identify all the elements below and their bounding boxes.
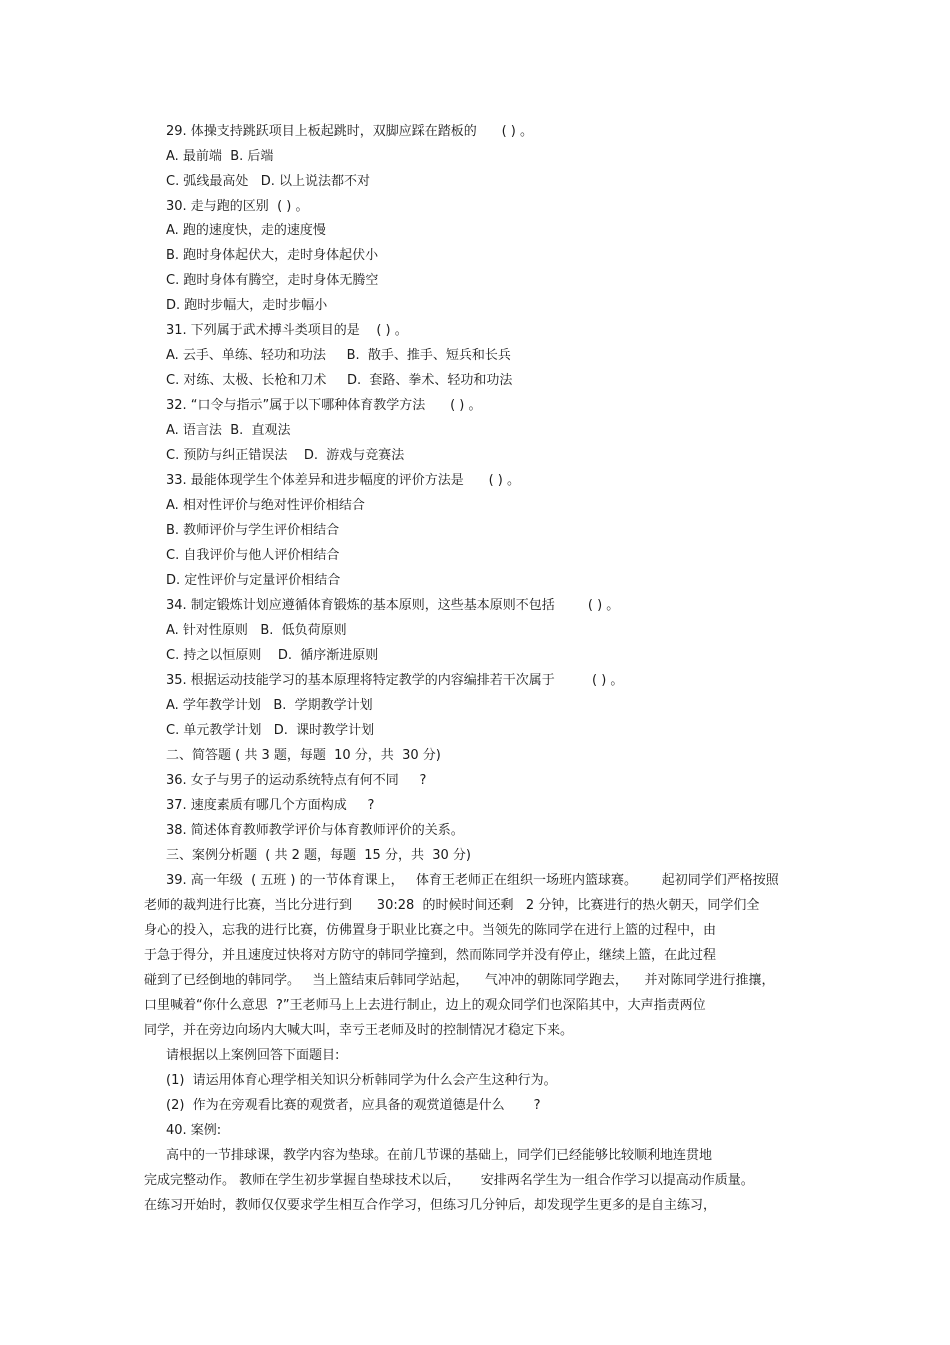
text-line: A. 跑的速度快，走的速度慢 bbox=[166, 223, 326, 238]
text-line: 40. 案例: bbox=[166, 1123, 222, 1138]
text-line: 三、案例分析题 ( 共 2 题，每题 15 分，共 30 分) bbox=[166, 848, 471, 863]
text-line: 于急于得分，并且速度过快将对方防守的韩同学撞到，然而陈同学并没有停止，继续上篮，在此过程 bbox=[144, 948, 717, 963]
text-line: 34. 制定锻炼计划应遵循体育锻炼的基本原则，这些基本原则不包括 ( ) 。 bbox=[166, 598, 620, 613]
text-line: 33. 最能体现学生个体差异和进步幅度的评价方法是 ( ) 。 bbox=[166, 473, 521, 488]
text-line: C. 自我评价与他人评价相结合 bbox=[166, 548, 340, 563]
text-line: 32. “口令与指示”属于以下哪种体育教学方法 ( ) 。 bbox=[166, 398, 482, 413]
text-line: 老师的裁判进行比赛，当比分进行到 30:28 的时候时间还剩 2 分钟，比赛进行的热火朝天，同学们全 bbox=[144, 898, 760, 913]
text-line: 同学，并在旁边向场内大喊大叫，幸亏王老师及时的控制情况才稳定下来。 bbox=[144, 1023, 574, 1038]
text-line: A. 云手、单练、轻功和功法 B. 散手、推手、短兵和长兵 bbox=[166, 348, 511, 363]
text-line: C. 弧线最高处 D. 以上说法都不对 bbox=[166, 174, 371, 189]
text-line: 31. 下列属于武术搏斗类项目的是 ( ) 。 bbox=[166, 323, 408, 338]
text-line: D. 定性评价与定量评价相结合 bbox=[166, 573, 341, 588]
text-line: A. 针对性原则 B. 低负荷原则 bbox=[166, 623, 347, 638]
text-line: C. 对练、太极、长枪和刀术 D. 套路、拳术、轻功和功法 bbox=[166, 373, 513, 388]
text-line: (2) 作为在旁观看比赛的观赏者，应具备的观赏道德是什么 ? bbox=[166, 1098, 541, 1113]
text-line: D. 跑时步幅大，走时步幅小 bbox=[166, 298, 328, 313]
text-line: 35. 根据运动技能学习的基本原理将特定教学的内容编排若干次属于 ( ) 。 bbox=[166, 673, 624, 688]
text-line: A. 相对性评价与绝对性评价相结合 bbox=[166, 498, 365, 513]
text-line: 请根据以上案例回答下面题目: bbox=[166, 1048, 340, 1063]
text-line: C. 持之以恒原则 D. 循序渐进原则 bbox=[166, 648, 379, 663]
text-line: 碰到了已经倒地的韩同学。 当上篮结束后韩同学站起， 气冲冲的朝陈同学跑去， 并对陈同学进行推攘， bbox=[144, 973, 775, 988]
text-line: 36. 女子与男子的运动系统特点有何不同 ? bbox=[166, 773, 427, 788]
text-line: 高中的一节排球课，教学内容为垫球。在前几节课的基础上，同学们已经能够比较顺利地连贯地 bbox=[166, 1148, 713, 1163]
text-line: 在练习开始时，教师仅仅要求学生相互合作学习，但练习几分钟后，却发现学生更多的是自主练习， bbox=[144, 1198, 717, 1213]
text-line: A. 语言法 B. 直观法 bbox=[166, 423, 291, 438]
text-line: (1) 请运用体育心理学相关知识分析韩同学为什么会产生这种行为。 bbox=[166, 1073, 557, 1088]
text-line: B. 教师评价与学生评价相结合 bbox=[166, 523, 340, 538]
text-line: 38. 简述体育教师教学评价与体育教师评价的关系。 bbox=[166, 823, 464, 838]
text-line: 37. 速度素质有哪几个方面构成 ? bbox=[166, 798, 375, 813]
text-line: 29. 体操支持跳跃项目上板起跳时，双脚应踩在踏板的 ( ) 。 bbox=[166, 124, 534, 139]
text-line: C. 预防与纠正错误法 D. 游戏与竞赛法 bbox=[166, 448, 405, 463]
text-line: 身心的投入，忘我的进行比赛，仿佛置身于职业比赛之中。当领先的陈同学在进行上篮的过程中，由 bbox=[144, 923, 717, 938]
text-line: 完成完整动作。 教师在学生初步掌握自垫球技术以后， 安排两名学生为一组合作学习以提高动作质量。 bbox=[144, 1173, 754, 1188]
text-line: A. 最前端 B. 后端 bbox=[166, 149, 274, 164]
text-line: C. 跑时身体有腾空，走时身体无腾空 bbox=[166, 273, 379, 288]
text-line: B. 跑时身体起伏大，走时身体起伏小 bbox=[166, 248, 379, 263]
text-line: A. 学年教学计划 B. 学期教学计划 bbox=[166, 698, 373, 713]
text-line: C. 单元教学计划 D. 课时教学计划 bbox=[166, 723, 375, 738]
text-line: 39. 高一年级 ( 五班 ) 的一节体育课上， 体育王老师正在组织一场班内篮球赛。 起初同学们严格按照 bbox=[166, 873, 779, 888]
text-line: 口里喊着“你什么意思 ?”王老师马上上去进行制止，边上的观众同学们也深陷其中，大声指责两位 bbox=[144, 998, 706, 1013]
text-line: 30. 走与跑的区别 ( ) 。 bbox=[166, 199, 309, 214]
text-line: 二、简答题 ( 共 3 题，每题 10 分，共 30 分) bbox=[166, 748, 441, 763]
